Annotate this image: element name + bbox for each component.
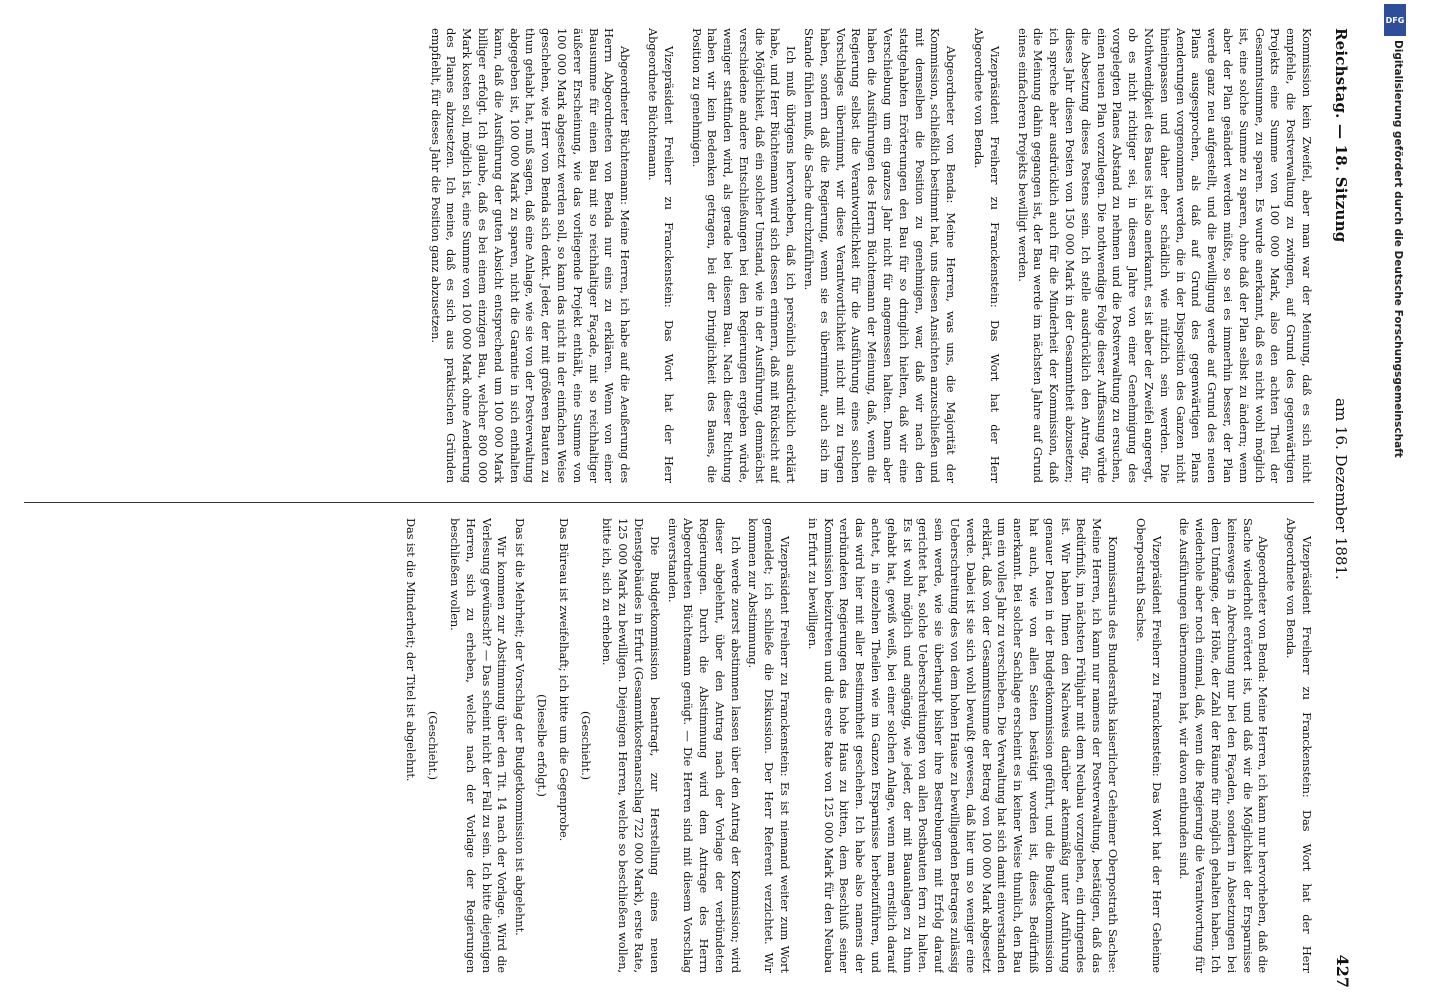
paragraph: Vizepräsident Freiherr zu Franckenstein: Das Wort hat der Herr Abgeordnete Büchtemann. [645,28,676,483]
funding-notice: Digitalisierung gefördert durch die Deutsche Forschungsgemeinschaft [1392,40,1404,458]
digitization-sidebar [1384,0,1432,1000]
paragraph: Vizepräsident Freiherr zu Franckenstein: Das Wort hat der Herr Geheime Oberpostrath Sachse. [1133,518,1164,973]
column-divider [24,502,1314,503]
paragraph: Abgeordneter von Benda: Meine Herren, was uns, die Majorität der Kommission, schließlich bestimmt hat, uns diesen Ansichten anzuschließen und mit demselben die Position zu genehmigen, war, daß wir nach den stattgehabten Erörterungen den Bau für so dringlich hielten, daß wir eine Verschiebung um ein ganzes Jahr nicht für angemessen halten. Dann aber haben die Ausführungen des Herrn Büchtemann der Meinung, daß, wenn die Regierung selbst die Verantwortlichkeit für die Ausführung eines solchen Vorschlages übernimmt, wir diese Verantwortlichkeit nicht mit zu tragen haben, sondern daß die Regierung, wenn sie es übernimmt, auch sich im Stande fühlen muß, die Sache durchzuführen. [802,28,959,483]
paragraph: Abgeordneter Büchtemann: Meine Herren, ich habe auf die Aeußerung des Herrn Abgeordneten von Benda nur eins zu erklären. Wenn von einer Bausumme für einen Bau mit so reichhaltiger Façade, mit so reichhaltiger äußerer Erscheinung, wie das vorliegende Projekt enthält, eine Summe von 100 000 Mark abgesetzt werden soll, so kann das nicht in der einfachen Weise geschehen, wie Herr von Benda sich denkt. Jeder, der mit größeren Bauten zu thun gehabt hat, muß sagen, daß eine Anlage, wie sie von der Postverwaltung abgegeben ist, 100 000 Mark zu sparen, nicht die Garantie in sich enthalten kann, daß die Ausführung der guten Absicht entsprechend um 100 000 Mark billiger erfolgt. Ich glaube, daß es bei einem einzigen Bau, welcher 800 000 Mark kosten soll, möglich ist, eine Summe von 100 000 Mark ohne Aenderung des Planes abzusetzen. Ich meine, daß es sich aus praktischen Gründen empfiehlt, für dieses Jahr die Position ganz abzusetzen. [428,28,633,483]
paragraph: Das ist die Mehrheit; der Vorschlag der Budgetkommission ist abgelehnt. [513,518,528,936]
left-column [24,28,1314,483]
paragraph: Kommissarius des Bundesraths kaiserlicher Geheimer Oberpostrath Sachse: Meine Herren, ich kann nur namens der Postverwaltung, bestätigen, daß das Bedürfniß, im nächsten Frühjahr mit dem Neubau vorzugehen, ein dringendes ist. Wir haben Ihnen den Nachweis darüber aktenmäßig unter Anführung genauer Daten in der Budgetkommission geführt, und die Budgetkommission hat auch, wie von allen Seiten bestätigt worden ist, dieses Bedürfniß anerkannt. Bei solcher Sachlage erscheint es in keiner Weise thunlich, den Bau um ein volles Jahr zu verschieben. Die Verwaltung hat sich damit einverstanden erklärt, daß von der Gesammtsumme der Betrag von 100 000 Mark abgesetzt werde. Dabei ist sie sich wohl bewußt gewesen, daß hier um so weniger eine Ueberschreitung des von dem hohen Hause zu bewilligenden Betrages zulässig sein werde, wie sie überhaupt bisher ihre Bestrebungen mit Erfolg darauf gerichtet hat, solche Ueberschreitungen von allen Postbauten fern zu halten. Es ist wohl möglich und angängig, wie jeder, der mit Bauanlagen zu thun gehabt hat, gewiß weiß, bei einer solchen Anlage, wenn man ernstlich darauf achtet, in einzelnen Theilen wie im Ganzen Ersparnisse herbeizuführen, und das wird hier mit aller Bestimmtheit geschehen. Ich habe also namens der verbündeten Regierungen das hohe Haus zu bitten, dem Beschluß seiner Kommission beizutreten und die erste Rate von 125 000 Mark für den Neubau in Erfurt zu bewilligen. [805,518,1121,973]
paragraph: Die Budgetkommission beantragt, zur Herstellung eines neuen Dienstgebäudes in Erfurt (Gesammtkostenanschlag 722 000 Mark), erste Rate, 125 000 Mark zu bewilligen. Diejenigen Herren, welche so beschließen wollen, bitte ich, sich zu erheben. [600,518,662,973]
stage-direction: (Geschieht.) [426,710,441,780]
paragraph: Das Büreau ist zweifelhaft; ich bitte um die Gegenprobe. [556,518,571,842]
paragraph: Wir kommen zur Abstimmung über den Tit. 14 nach der Vorlage. Wird die Verlesung gewünscht? — Das scheint nicht der Fall zu sein. Ich bitte diejenigen Herren, sich zu erheben, welche nach der Vorlage der Regierungen beschließen wollen. [447,518,510,973]
stage-direction: (Dieselbe erfolgt.) [534,694,549,797]
paragraph: Ich werde zuerst abstimmen lassen über den Antrag der Kommission; wird dieser abgelehnt, über den Antrag nach der Vorlage der verbündeten Regierungen. Durch die Abstimmung wird dem Antrage des Herrn Abgeordneten Büchtemann genügt. — Die Herren sind mit diesem Vorschlag einverstanden. [665,518,743,973]
paragraph: Vizepräsident Freiherr zu Franckenstein: Es ist niemand weiter zum Wort gemeldet; ich schließe die Diskussion. Der Herr Referent verzichtet. Wir kommen zur Abstimmung. [746,518,793,973]
paragraph: Ich muß übrigens hervorheben, daß ich persönlich ausdrücklich erklärt habe, und Herr Büchtemann wird sich dessen erinnern, daß mit Rücksicht auf die Möglichkeit, daß ein solcher Umstand, wie in der Ausführung, demnächst verschiedene andere Entschließungen bei den Regierungen ergeben würde, weniger stattfinden wird, als gerade bei diesem Bau. Nach dieser Richtung haben wir kein Bedenken getragen, bei der Dringlichkeit des Baues, die Position zu genehmigen. [689,28,799,483]
paragraph: Das ist die Minderheit; der Titel ist abgelehnt. [404,518,419,782]
stage-direction: (Geschieht.) [578,710,593,780]
header-title: Reichstag. — 18. Sitzung [1332,28,1350,243]
right-column [24,518,1314,973]
paragraph: Abgeordneter von Benda: Meine Herren, ich kann nur hervorheben, daß die Sache wiederholt erörtert ist, und daß wir die Möglichkeit der Ersparnisse keineswegs in Abrechnung nur bei den Façaden, sondern in Absetzungen bei dem Umfange, der Höhe, der Zahl der Räume für möglich gehalten haben. Ich wiederhole aber noch einmal, daß, wenn die Regierung die Verantwortung für die Ausführungen übernommen hat, wir davon entbunden sind. [1177,518,1271,973]
page-number: 427 [1333,954,1352,988]
rotated-newspaper-page [18,28,1358,988]
page-header [1318,28,1358,988]
header-date: am 16. Dezember 1881. [1332,398,1350,580]
dfg-badge: DFG [1384,4,1406,36]
paragraph: Vizepräsident Freiherr zu Franckenstein: Das Wort hat der Herr Abgeordnete von Benda. [972,28,1002,483]
paragraph: Kommission kein Zweifel, aber man war der Meinung, daß es sich nicht empfehle, die Postverwaltung zu zwingen, auf Grund des gegenwärtigen Projekts eine Summe von 100 000 Mark, also den achten Theil der Gesammtsumme, zu sparen. Es wurde anerkannt, daß es nicht wohl möglich ist, eine solche Summe zu sparen, ohne daß der Plan selbst zu ändern; wenn aber der Plan geändert werden müßte, so sei es immerhin besser, der Plan werde ganz neu aufgestellt, und die Bewilligung werde auf Grund des neuen Plans ausgesprochen, als daß auf Grund des gegenwärtigen Plans Aenderungen vorgenommen werden, die in der Disposition des Ganzen nicht hineinpassen und daher eher schädlich wie nützlich sein werden. Die Nothwendigkeit des Baues ist also anerkannt, es ist aber der Zweifel angeregt, ob es nicht richtiger sei, in diesem Jahre von einer Genehmigung des vorgelegten Planes Abstand zu nehmen und die Postverwaltung zu ersuchen, einen neuen Plan vorzulegen. Die nothwendige Folge dieser Auffassung würde die Absetzung dieses Postens sein. Ich stelle ausdrücklich den Antrag, für dieses Jahr diesen Posten von 150 000 Mark in der Gesammtheit abzusetzen; ich spreche aber ausdrücklich auch für die Minderheit der Kommission, daß die Meinung dahin gegangen ist, der Bau werde im nächsten Jahre auf Grund eines einfacheren Projekts bewilligt werden. [1015,28,1314,483]
paragraph: Vizepräsident Freiherr zu Franckenstein: Das Wort hat der Herr Abgeordnete von Benda. [1284,518,1314,973]
